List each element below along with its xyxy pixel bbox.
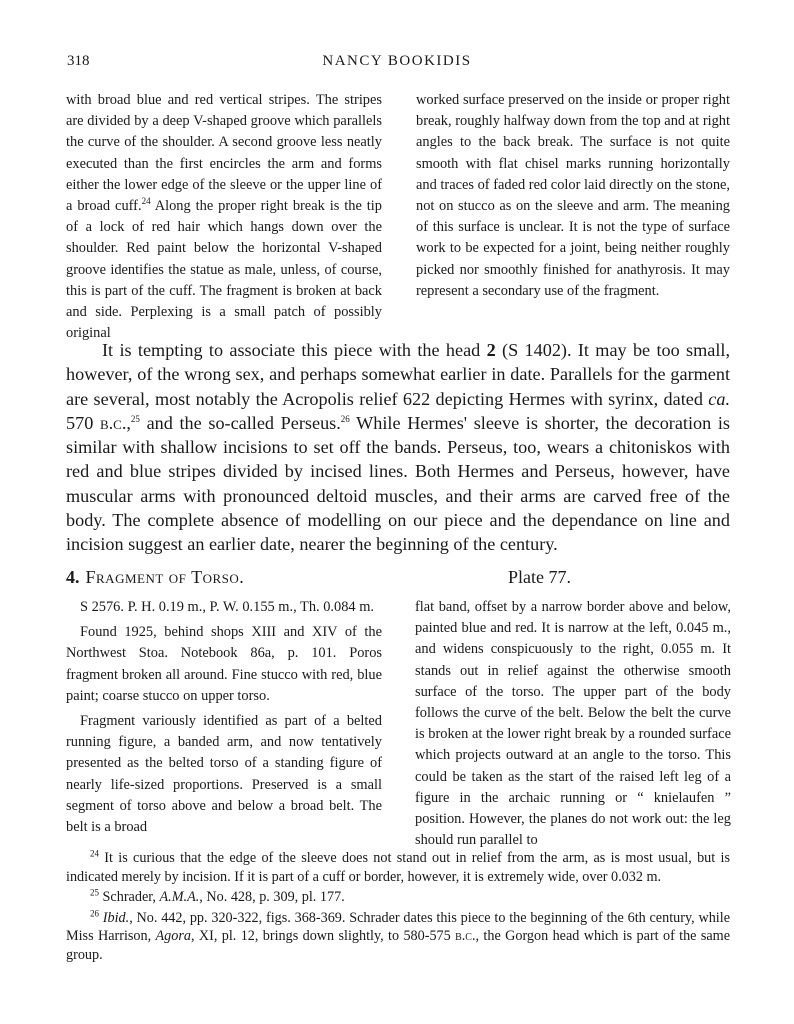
catalog-inventory: S 2576. P. H. 0.19 m., P. W. 0.155 m., Th. 0.084 m. bbox=[80, 599, 374, 615]
catalog-right-column bbox=[415, 597, 731, 851]
catalog-description-cont: flat band, offset by a narrow border above and below, painted blue and red. It is narrow at the left, 0.045 m., and widens conspicuously to the right, 0.055 m. It stands out in relief against the otherwise smooth surface of the torso. The upper part of the body follows the curve of the belt. Below the belt the curve is broken at the lower right break by a rounded surface which projects outward at an angle to the torso. This could be taken as the start of the raised left leg of a figure in the archaic running or “ knielaufen ” position. However, the planes do not work out: the leg should run parallel to bbox=[415, 599, 731, 849]
top-right-column bbox=[416, 90, 730, 302]
top-left-column bbox=[66, 90, 382, 344]
catalog-title: Fragment of Torso. bbox=[85, 567, 245, 587]
footnote-26: $^{26}$ Ibid., No. 442, pp. 320-322, figs. 368-369. Schrader dates this piece to the beginning of the 6th century, while Miss Harrison, Agora, XI, pl. 12, brings down slightly, to 580-575 b.c., the Gorgon head which is part of the same group. bbox=[66, 908, 730, 963]
top-right-paragraph: worked surface preserved on the inside or proper right break, roughly halfway down from the top and at right angles to the back break. The surface is not quite smooth with flat chisel marks running horizontally and traces of faded red color laid directly on the stone, not on stucco as on the sleeve and arm. The meaning of this surface is unclear. It is not the type of surface work to be expected for a joint, being neither roughly picked nor smoothly finished for anathyrosis. It may represent a secondary use of the fragment. bbox=[416, 92, 730, 299]
catalog-left-column bbox=[66, 597, 382, 838]
footnote-24: $^{24}$ It is curious that the edge of the sleeve does not stand out in relief from the arm, as is most usual, but is indicated merely by incision. If it is part of a cuff or border, however, it is extremely wide, over 0.032 m. bbox=[66, 848, 730, 885]
head-number: 2 bbox=[486, 340, 496, 360]
page-number: 318 bbox=[67, 53, 90, 69]
footnote-ref-26[interactable]: 26 bbox=[340, 413, 350, 424]
footnote-ref-24[interactable]: 24 bbox=[141, 196, 151, 207]
plate-reference: Plate 77. bbox=[508, 567, 571, 587]
catalog-heading bbox=[66, 567, 244, 588]
top-left-paragraph: with broad blue and red vertical stripes. The stripes are divided by a deep V-shaped groove which parallels the curve of the shoulder. A second groove less neatly executed than the first encircles the arm and forms either the lower edge of the sleeve or the upper line of a broad cuff.$^{24}$ Along the proper right break is the tip of a lock of red hair which hangs down over the shoulder. Red paint below the horizontal V-shaped groove identifies the statue as male, unless, of course, this is part of the cuff. The fragment is broken at back and side. Perplexing is a small patch of possibly original bbox=[66, 92, 382, 342]
footnote-25: $^{25}$ Schrader, A.M.A., No. 428, p. 309, pl. 177. bbox=[90, 887, 345, 906]
catalog-findspot: Found 1925, behind shops XIII and XIV of the Northwest Stoa. Notebook 86a, p. 101. Poros fragment broken all around. Fine stucco with red, blue paint; coarse stucco on upper torso. bbox=[66, 624, 382, 704]
catalog-description: Fragment variously identified as part of a belted running figure, a banded arm, and now tentatively presented as the belted torso of a standing figure of nearly life-sized proportions. Preserved is a small segment of torso above and below a broad belt. The belt is a broad bbox=[66, 713, 382, 836]
main-paragraph: It is tempting to associate this piece with the head 2 (S 1402). It may be too small, however, of the wrong sex, and perhaps somewhat earlier in date. Parallels for the garment are several, most notably the Acropolis relief 622 depicting Hermes with syrinx, dated ca. 570 b.c.,$^{25}$ and the so-called Perseus.$^{26}$ While Hermes' sleeve is shorter, the decoration is similar with shallow incisions to set off the bands. Perseus, too, wears a chitoniskos with red and blue stripes divided by incised lines. Both Hermes and Perseus, however, have muscular arms with pronounced deltoid muscles, and their arms are carved free of the body. The complete absence of modelling on our piece and the dependance on line and incision suggest an earlier date, nearer the beginning of the century. bbox=[66, 340, 730, 555]
footnote-ref-25[interactable]: 25 bbox=[130, 413, 140, 424]
footnotes bbox=[66, 849, 730, 965]
running-head: NANCY BOOKIDIS bbox=[322, 53, 472, 69]
catalog-number: 4. bbox=[66, 567, 80, 587]
